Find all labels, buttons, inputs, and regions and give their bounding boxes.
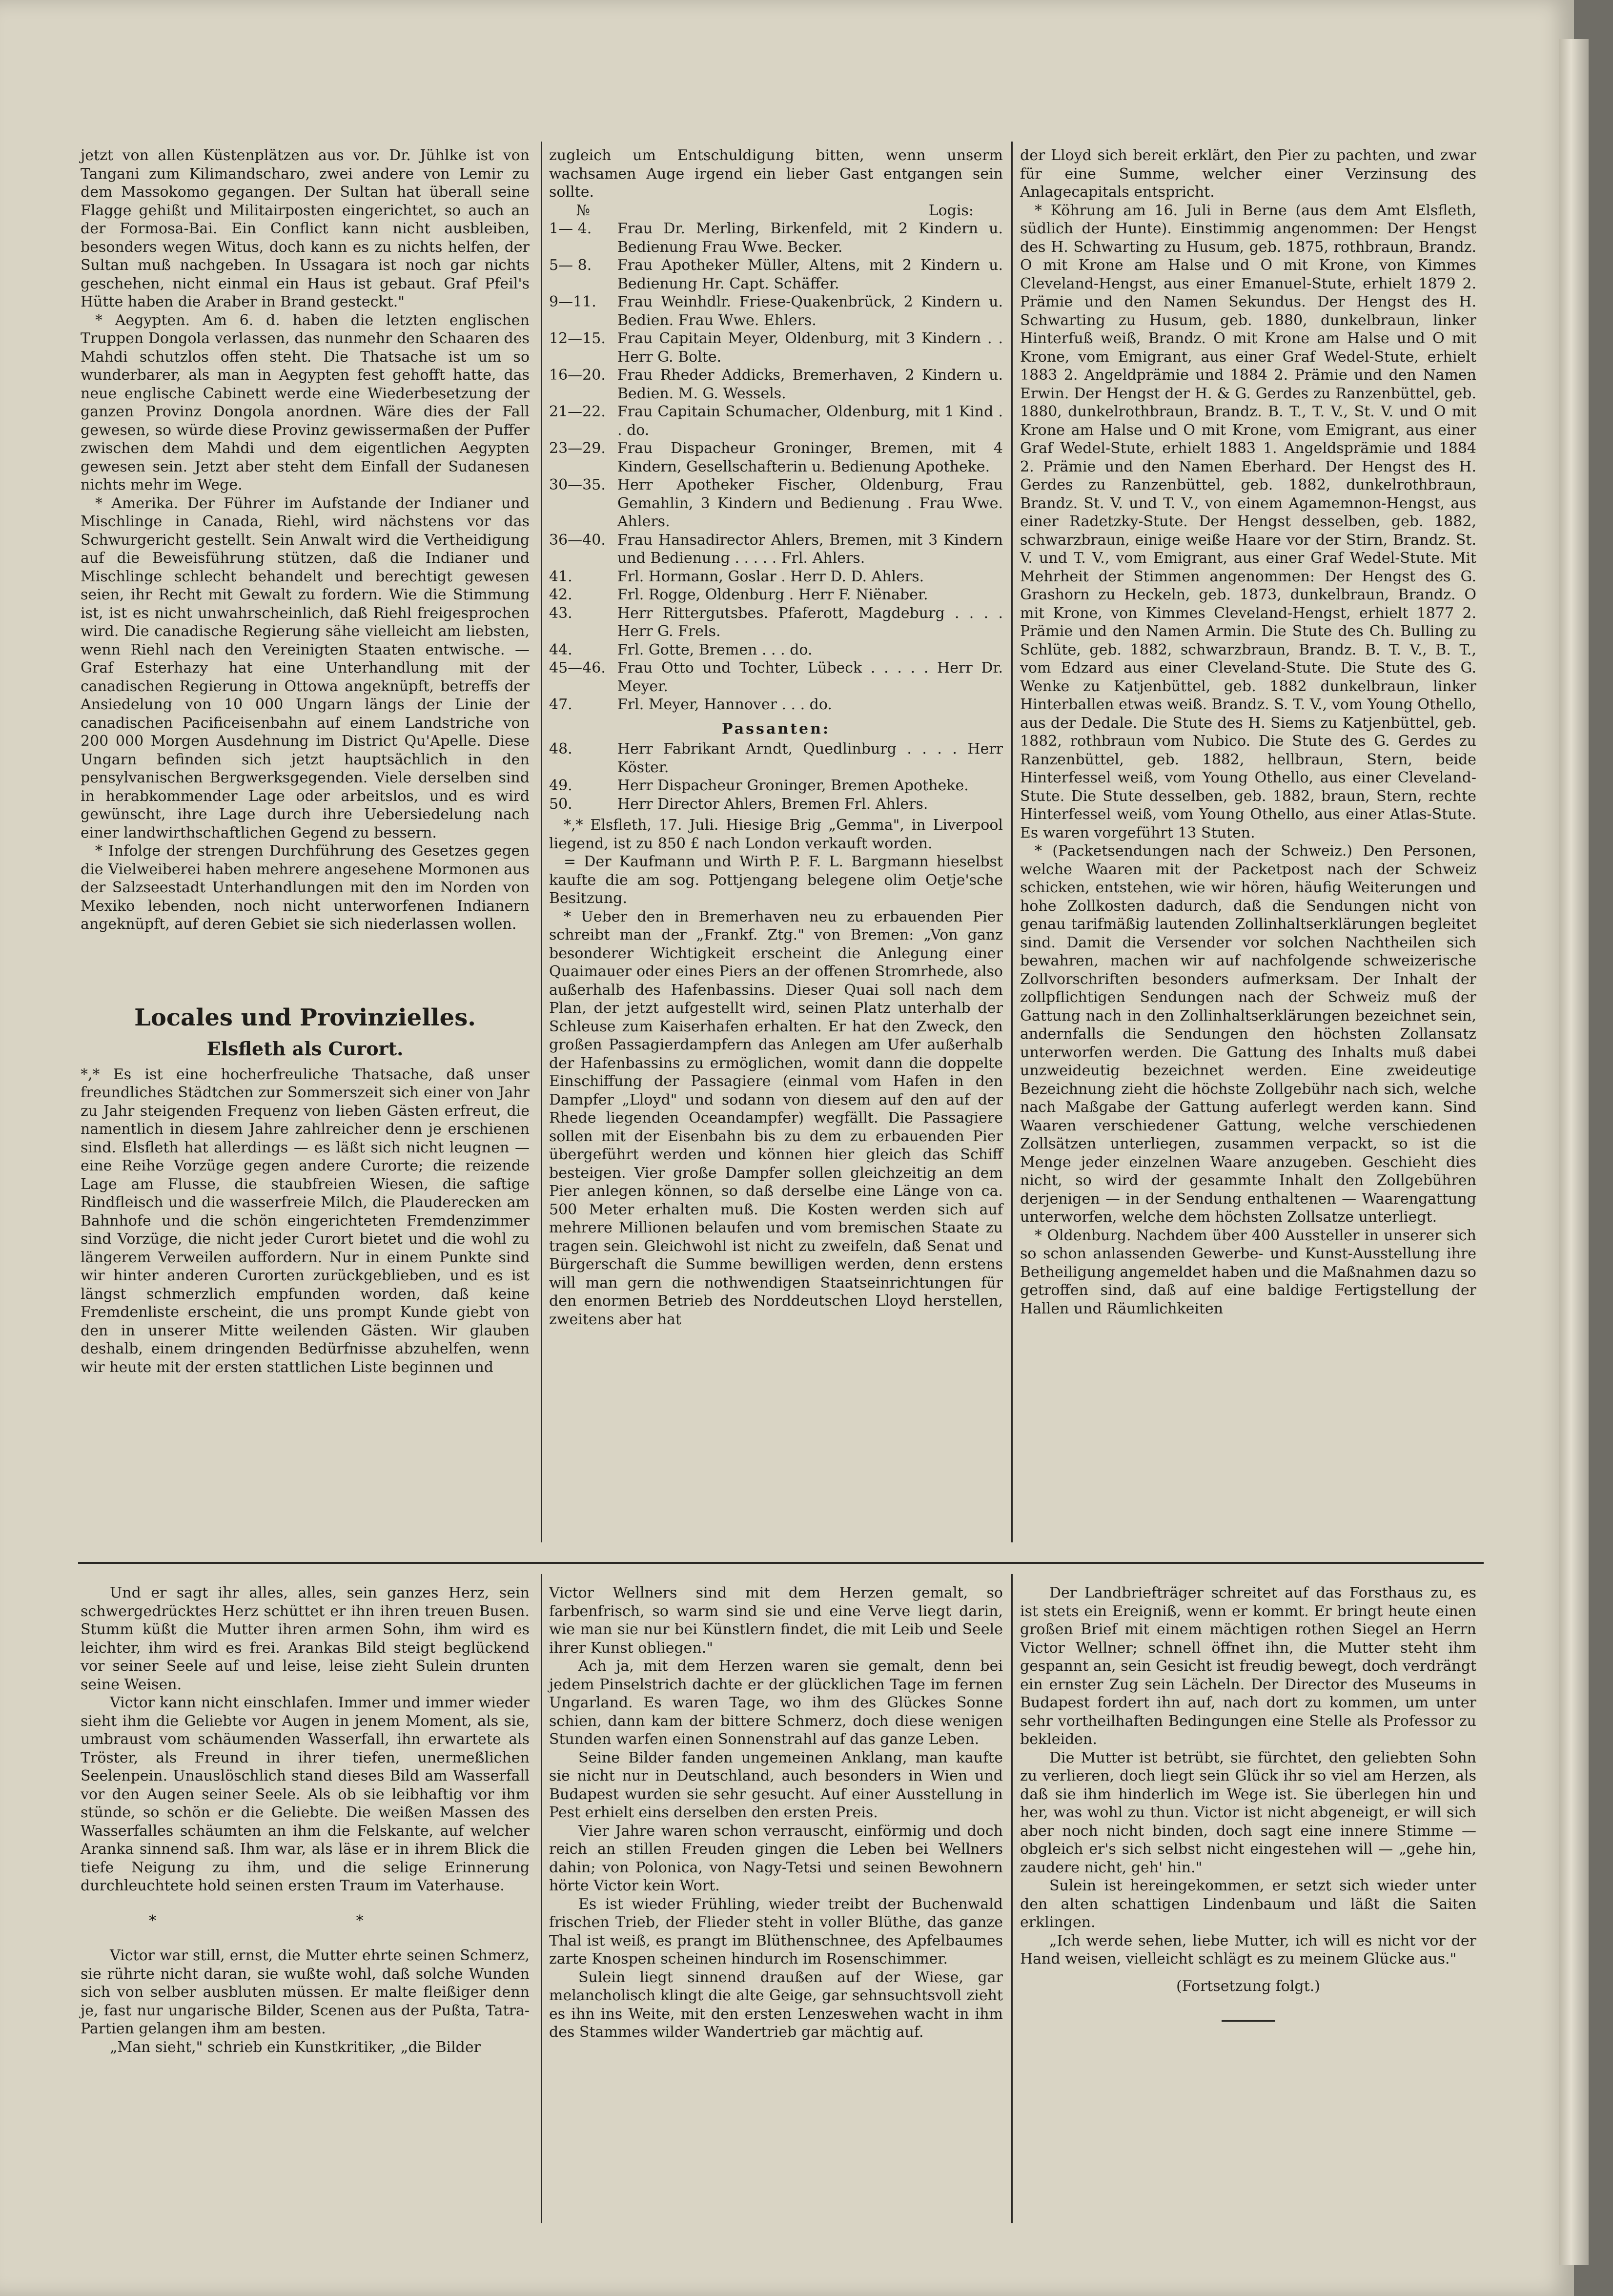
section-stars: * * (149, 1912, 461, 1929)
passant-row (549, 777, 1003, 795)
guest-entry: Frl. Rogge, Oldenburg . Herr F. Niënaber. (617, 586, 928, 603)
guest-list (549, 202, 1003, 814)
guest-row (549, 568, 1003, 586)
article-brig-gemma: *,* Elsfleth, 17. Juli. Hiesige Brig „Gemma", in Liverpool liegend, ist zu 850 £ nach London verkauft worden. (549, 817, 1003, 852)
guest-list-header (549, 202, 1003, 220)
end-rule (1222, 2020, 1275, 2022)
guest-number: 9—11. (549, 293, 596, 310)
guest-row (549, 586, 1003, 604)
feuilleton-paragraph: Victor Wellners sind mit dem Herzen gemalt, so farbenfrisch, so warm sind sie und eine Verve liegt darin, wie man sie nur bei Künstlern findet, die mit Leib und Seele ihrer Kunst obliegen." (549, 1584, 1003, 1657)
guest-entry: Frau Otto und Tochter, Lübeck . . . . . Herr Dr. Meyer. (617, 659, 1003, 695)
guest-number: 42. (549, 586, 572, 603)
continued-note: (Fortsetzung folgt.) (1176, 1977, 1320, 1995)
guest-list-intro: zugleich um Entschuldigung bitten, wenn unserm wachsamen Auge irgend ein lieber Gast entgangen sein sollte. (549, 147, 1003, 201)
feuilleton-paragraph: Victor kann nicht einschlafen. Immer und immer wieder sieht ihm die Geliebte vor Augen in jenem Moment, als sie, umbraust vom schäumenden Wasserfall, ihn erwartete als Tröster, als Freund in ihrer tiefen, unermeßlichen Seelenpein. Unauslöschlich stand dieses Bild am Wasserfall vor den Augen seiner Seele. Als ob sie leibhaftig vor ihm stünde, so schön er die Geliebte. Die weißen Massen des Wasserfalles schäumten an ihm die Felskante, auf welcher Aranka sinnend saß. Ihm war, als läse er in ihrem Blick die tiefe Neigung zu ihm, und die selige Erinnerung durchleuchtete hold seinen ersten Traum im Vaterhause. (81, 1694, 530, 1894)
guest-row (549, 531, 1003, 568)
guest-number: 44. (549, 641, 572, 658)
guest-number: 50. (549, 795, 572, 813)
guest-row (549, 403, 1003, 439)
section-heading: Locales und Provinzielles. (134, 1004, 476, 1031)
feuilleton-column-1 (81, 1584, 530, 2056)
feuilleton-rule-1 (541, 1574, 542, 2223)
feuilleton-paragraph: Seine Bilder fanden ungemeinen Anklang, man kaufte sie nicht nur in Deutschland, auch besonders in Wien und Budapest wurden sie sehr gesucht. Auf einer Ausstellung in Pest erhielt eins derselben den ersten Preis. (549, 1749, 1003, 1821)
guest-entry: Frau Apotheker Müller, Altens, mit 2 Kindern u. Bedienung Hr. Capt. Schäffer. (617, 257, 1003, 292)
column-3 (1020, 146, 1476, 1318)
column-1 (81, 146, 530, 1376)
guest-number-header: № (576, 202, 591, 219)
guest-number: 48. (549, 740, 572, 758)
guest-entry: Herr Director Ahlers, Bremen Frl. Ahlers. (617, 795, 928, 813)
guest-number: 47. (549, 696, 572, 713)
guest-number: 49. (549, 777, 572, 794)
guest-entry: Frau Capitain Schumacher, Oldenburg, mit 1 Kind . . do. (617, 403, 1003, 439)
article-lloyd-pier: der Lloyd sich bereit erklärt, den Pier zu pachten, und zwar für eine Summe, welcher einer Verzinsung des Anlagecapitals entspricht. (1020, 147, 1476, 201)
guest-entry: Frl. Hormann, Goslar . Herr D. D. Ahlers. (617, 568, 924, 585)
feuilleton-rule (78, 1562, 1484, 1564)
guest-row (549, 476, 1003, 531)
guest-entry: Herr Apotheker Fischer, Oldenburg, Frau Gemahlin, 3 Kindern und Bedienung . Frau Wwe. Ahlers. (617, 476, 1003, 530)
article-mormonen: * Infolge der strengen Durchführung des Gesetzes gegen die Vielweiberei haben mehrere angesehene Mormonen aus der Salzseestadt Unterhandlungen mit den im Norden von Mexiko lebenden, noch nicht unterworfenen Indianern angeknüpft, auf deren Gebiet sie sich niederlassen wollen. (81, 842, 530, 933)
guest-number: 43. (549, 604, 572, 622)
guest-row (549, 641, 1003, 659)
guest-number: 45—46. (549, 659, 606, 676)
guest-row (549, 659, 1003, 696)
article-oldenburg: * Oldenburg. Nachdem über 400 Aussteller in unserer sich so schon anlassenden Gewerbe- und Kunst-Ausstellung ihre Betheiligung angemeldet haben und die Maßnahmen dazu so getroffen sind, daß auf eine baldige Fertigstellung der Hallen und Räumlichkeiten (1020, 1227, 1476, 1317)
guest-number: 12—15. (549, 330, 606, 347)
article-aegypten: * Aegypten. Am 6. d. haben die letzten englischen Truppen Dongola verlassen, das nunmehr den Schaaren des Mahdi schutzlos offen steht. Die Thatsache ist um so wunderbarer, als man in Aegypten fest gehofft hatte, das neue englische Cabinett werde eine Wiederbesetzung der ganzen Provinz Dongola anordnen. Wäre dies der Fall gewesen, so würde diese Provinz gewissermaßen der Puffer zwischen dem Mahdi und dem eigentlichen Aegypten gewesen sein. Jetzt aber steht dem Einfall der Sudanesen nichts mehr im Wege. (81, 311, 530, 493)
guest-row (549, 293, 1003, 329)
article-koehrung: * Köhrung am 16. Juli in Berne (aus dem Amt Elsfleth, südlich der Hunte). Einstimmig angenommen: Der Hengst des H. Schwarting zu Husum, geb. 1875, rothbraun, Brandz. O mit Krone am Halse und O mit Krone, von Kimmes Cleveland-Hengst, aus einer Emanuel-Stute, erhielt 1879 2. Prämie und den Namen Sekundus. Der Hengst des H. Schwarting zu Husum, geb. 1880, dunkelbraun, linker Hinterfuß weiß, Brandz. O mit Krone am Halse und O mit Krone, vom Emigrant, aus einer Graf Wedel-Stute, erhielt 1883 2. Angeldprämie und 1884 2. Prämie und den Namen Erwin. Der Hengst der H. & G. Gerdes zu Ranzenbüttel, geb. 1880, dunkelrothbraun, Brandz. B. T., T. V., St. V. und O mit Krone am Halse und O mit Krone, vom Emigrant, aus einer Graf Wedel-Stute, erhielt 1883 1. Angeldsprämie und 1884 2. Prämie und den Namen Eberhard. Der Hengst des H. Gerdes zu Ranzenbüttel, geb. 1882, dunkelrothbraun, Brandz. St. V. und T. V., von einem Agamemnon-Hengst, aus einer Radetzky-Stute. Der Hengst desselben, geb. 1882, schwarzbraun, einige weiße Haare vor der Stirn, Brandz. St. V. und T. V., vom Emigrant, aus einer Graf Wedel-Stute. Mit Mehrheit der Stimmen angenommen: Der Hengst des G. Grashorn zu Heckeln, geb. 1873, dunkelbraun, Brandz. O mit Krone, von Kimmes Cleveland-Hengst, erhielt 1877 2. Prämie und den Namen Armin. Die Stute des Ch. Bulling zu Schlüte, geb. 1882, schwarzbraun, Brandz. B. T. V., B. T., vom Edzard aus einer Cleveland-Stute. Die Stute des G. Wenke zu Katjenbüttel, geb. 1882 dunkelbraun, linker Hinterballen etwas weiß. Brandz. S. T. V., vom Young Othello, aus der Dedale. Die Stute des H. Siems zu Katjenbüttel, geb. 1882, rothbraun vom Nubico. Die Stute des G. Gerdes zu Ranzenbüttel, geb. 1882, hellbraun, Stern, beide Hinterfessel weiß, vom Young Othello, aus einer Cleveland-Stute. Die Stute desselben, geb. 1882, braun, Stern, rechte Hinterfessel weiß, vom Young Othello, aus einer Atlas-Stute. Es waren vorgeführt 13 Stuten. (1020, 202, 1476, 841)
guest-row (549, 696, 1003, 714)
column-2 (549, 146, 1003, 1329)
article-pier-bremerhaven: * Ueber den in Bremerhaven neu zu erbauenden Pier schreibt man der „Frankf. Ztg." von Bremen: „Von ganz besonderer Wichtigkeit erscheint die Anlegung einer Quaimauer oder eines Piers an der offenen Stromrhede, also außerhalb des Hafenbassins. Dieser Quai soll nach dem Plan, der jetzt aufgestellt wird, seinen Platz unterhalb der Schleuse zum Kaiserhafen erhalten. Er hat den Zweck, den großen Passagierdampfern das Anlegen am Ufer außerhalb der Hafenbassins zu ermöglichen, womit dann die doppelte Einschiffung der Passagiere (einmal vom Hafen in den Dampfer „Lloyd" und sodann von diesem auf den auf der Rhede liegenden Oceandampfer) wegfällt. Die Passagiere sollen mit der Eisenbahn bis zu dem zu erbauenden Pier übergeführt werden und können hier gleich das Schiff besteigen. Vier große Dampfer sollen gleichzeitig an dem Pier anlegen können, so daß derselbe eine Länge von ca. 500 Meter erhalten muß. Die Kosten werden sich auf mehrere Millionen belaufen und vom bremischen Staate zu tragen sein. Gleichwohl ist nicht zu zweifeln, daß Senat und Bürgerschaft die Summe bewilligen werden, denn erstens will man gern die nothwendigen Staatseinrichtungen für den enormen Betrieb des Norddeutschen Lloyd herstellen, zweitens aber hat (549, 908, 1003, 1328)
guest-number: 36—40. (549, 531, 606, 549)
guest-row (549, 366, 1003, 403)
article-packetsendungen: * (Packetsendungen nach der Schweiz.) Den Personen, welche Waaren mit der Packetpost nach der Schweiz schicken, entstehen, wie wir hören, häufig Weiterungen und hohe Zollkosten dadurch, daß die Sendungen nicht von genau tarifmäßig lautenden Zollinhaltserklärungen begleitet sind. Damit die Versender vor solchen Nachtheilen sich bewahren, machen wir auf nachfolgende schweizerische Zollvorschriften besonders aufmerksam. Der Inhalt der zollpflichtigen Sendungen nach der Schweiz muß der Gattung nach in den Zollinhaltserklärungen bezeichnet sein, andernfalls die Sendungen den höchsten Zollansatz unterworfen werden. Die Gattung des Inhalts muß dabei unzweideutig bezeichnet werden. Eine zweideutige Bezeichnung zieht die höchste Zollgebühr nach sich, welche nach Maßgabe der Gattung auferlegt werden kann. Sind Waaren verschiedener Gattung, welche verschiedenen Zollsätzen unterliegen, zusammen verpackt, so ist die Menge jeder einzelnen Waare anzugeben. Geschieht dies nicht, so wird der gesammte Inhalt den Zollgebühren derjenigen — in der Sendung enthaltenen — Waarengattung unterworfen, welche dem höchsten Zollsatze unterliegt. (1020, 842, 1476, 1226)
feuilleton-paragraph: Die Mutter ist betrübt, sie fürchtet, den geliebten Sohn zu verlieren, doch liegt sein Glück ihr so viel am Herzen, als daß sie ihm hinderlich im Wege ist. Sie überlegen hin und her, was wohl zu thun. Victor ist nicht abgeneigt, er will sich aber noch nicht binden, doch sagt eine innere Stimme — obgleich er's sich selbst nicht eingestehen will — „gehe hin, zaudere nicht, geh' hin." (1020, 1749, 1476, 1876)
guest-row (549, 604, 1003, 641)
guest-entry: Herr Fabrikant Arndt, Quedlinburg . . . . Herr Köster. (617, 740, 1003, 776)
guest-row (549, 220, 1003, 256)
guest-entry: Frl. Gotte, Bremen . . . do. (617, 641, 813, 658)
feuilleton-rule-2 (1011, 1574, 1013, 2223)
column-rule-1 (541, 142, 542, 1542)
guest-entry: Herr Rittergutsbes. Pfaferott, Magdeburg . . . . Herr G. Frels. (617, 604, 1003, 640)
article-bargmann: = Der Kaufmann und Wirth P. F. L. Bargmann hieselbst kaufte die am sog. Pottjengang belegene olim Oetje'sche Besitzung. (549, 853, 1003, 907)
guest-number: 16—20. (549, 367, 606, 384)
guest-number: 1— 4. (549, 220, 592, 237)
feuilleton-column-2 (549, 1584, 1003, 2042)
page-edge (1559, 39, 1589, 2265)
column-rule-2 (1011, 142, 1013, 1542)
guest-entry: Frl. Meyer, Hannover . . . do. (617, 696, 832, 713)
feuilleton-paragraph: Und er sagt ihr alles, alles, sein ganzes Herz, sein schwergedrücktes Herz schüttet er ihn ihren treuen Busen. Stumm küßt die Mutter ihren armen Sohn, ihm wird es leichter, ihm wird es frei. Arankas Bild steigt beglückend vor seiner Seele auf und leise, leise zieht Sulein drunten seine Weisen. (81, 1584, 530, 1693)
guest-number: 41. (549, 568, 572, 585)
feuilleton-column-3 (1020, 1584, 1476, 2022)
subheading-curort: Elsfleth als Curort. (206, 1037, 404, 1060)
guest-number: 30—35. (549, 476, 606, 493)
guest-entry: Frau Hansadirector Ahlers, Bremen, mit 3 Kindern und Bedienung . . . . . Frl. Ahlers. (617, 531, 1003, 567)
article-amerika: * Amerika. Der Führer im Aufstande der Indianer und Mischlinge in Canada, Riehl, wird nächstens vor das Schwurgericht gestellt. Sein Anwalt wird die Vertheidigung auf die Beweisführung stützen, daß die Indianer und Mischlinge schlecht behandelt und berechtigt gewesen seien, ihr Recht mit Gewalt zu fordern. Wie die Stimmung ist, ist es nicht unwahrscheinlich, daß Riehl freigesprochen wird. Die canadische Regierung sähe vielleicht am liebsten, wenn Riehl nach den Vereinigten Staaten entwische. — Graf Esterhazy hat eine Unterhandlung mit der canadischen Regierung in Ottowa angeknüpft, betreffs der Ansiedelung von 10 000 Ungarn längs der Linie der canadischen Pacificeisenbahn auf einem Landstriche von 200 000 Morgen Ausdehnung im District Qu'Apelle. Diese Ungarn befinden sich jetzt hauptsächlich in den pensylvanischen Bergwerksgegenden. Viele derselben sind in herabkommender Lage oder arbeitslos, und es wird gewünscht, ihre Lage durch ihre Uebersiedelung nach einer landwirthschaftlichen Gegend zu bessern. (81, 494, 530, 841)
guest-entry: Frau Dr. Merling, Birkenfeld, mit 2 Kindern u. Bedienung Frau Wwe. Becker. (617, 220, 1003, 256)
guest-number: 5— 8. (549, 257, 592, 274)
guest-entry: Frau Weinhdlr. Friese-Quakenbrück, 2 Kindern u. Bedien. Frau Wwe. Ehlers. (617, 293, 1003, 329)
guest-entry: Frau Capitain Meyer, Oldenburg, mit 3 Kindern . . Herr G. Bolte. (617, 330, 1003, 366)
passant-row (549, 740, 1003, 777)
guest-logis-header: Logis: (928, 202, 974, 219)
guest-number: 23—29. (549, 440, 606, 457)
feuilleton-paragraph: Es ist wieder Frühling, wieder treibt der Buchenwald frischen Trieb, der Flieder steht in voller Blüthe, das ganze Thal ist weiß, es prangt im Blüthenschnee, des Apfelbaumes zarte Knospen scheinen hindurch im Rosenschimmer. (549, 1895, 1003, 1968)
guest-entry: Frau Rheder Addicks, Bremerhaven, 2 Kindern u. Bedien. M. G. Wessels. (617, 367, 1003, 402)
guest-row (549, 256, 1003, 293)
feuilleton-paragraph: „Man sieht," schrieb ein Kunstkritiker, „die Bilder (110, 2038, 481, 2056)
feuilleton-paragraph: „Ich werde sehen, liebe Mutter, ich will es nicht vor der Hand weisen, vielleicht schlägt es zu meinem Glücke aus." (1020, 1932, 1476, 1968)
feuilleton-paragraph: Sulein liegt sinnend draußen auf der Wiese, gar melancholisch klingt die alte Geige, gar sehnsuchtsvoll zieht es ihn ins Weite, mit den ersten Lenzeswehen wacht in ihm des Stammes wilder Wandertrieb gar mächtig auf. (549, 1968, 1003, 2041)
feuilleton-paragraph: Vier Jahre waren schon verrauscht, einförmig und doch reich an stillen Freuden gingen die Leben bei Wellners dahin; von Polonica, von Nagy-Tetsi und seinen Bewohnern hörte Victor kein Wort. (549, 1822, 1003, 1894)
guest-row (549, 329, 1003, 366)
guest-entry: Herr Dispacheur Groninger, Bremen Apotheke. (617, 777, 969, 794)
feuilleton-paragraph: Victor war still, ernst, die Mutter ehrte seinen Schmerz, sie rührte nicht daran, sie wußte wohl, daß solche Wunden sich von selber ausbluten müssen. Er malte fleißiger denn je, fast nur ungarische Bilder, Scenen aus der Pußta, Tatra-Partien gelangen ihm am besten. (81, 1947, 530, 2037)
passant-row (549, 795, 1003, 814)
feuilleton-paragraph: Sulein ist hereingekommen, er setzt sich wieder unter den alten schattigen Lindenbaum und läßt die Saiten erklingen. (1020, 1877, 1476, 1931)
article-east-africa: jetzt von allen Küstenplätzen aus vor. Dr. Jühlke ist von Tangani zum Kilimandscharo, zwei andere von Lemir zu dem Massokomo gegangen. Der Sultan hat überall seine Flagge gehißt und Militairposten eingerichtet, so auch an der Formosa-Bai. Ein Conflict kann nicht ausbleiben, besonders wegen Witus, doch kann es zu nichts helfen, der Sultan muß nachgeben. In Ussagara ist noch gar nichts geschehen, nicht einmal ein Haus ist gebaut. Graf Pfeil's Hütte haben die Araber in Brand gesteckt." (81, 147, 530, 310)
feuilleton-paragraph: Der Landbriefträger schreitet auf das Forsthaus zu, es ist stets ein Ereigniß, wenn er kommt. Er bringt heute einen großen Brief mit einem mächtigen rothen Siegel an Herrn Victor Wellner; schnell öffnet ihn, die Mutter steht ihm gespannt an, sein Gesicht ist freudig bewegt, doch verdrängt ein ernster Zug sein Lächeln. Der Director des Museums in Budapest fordert ihn auf, nach dort zu kommen, um unter sehr vortheilhaften Bedingungen eine Stelle als Professor zu bekleiden. (1020, 1584, 1476, 1748)
guest-row (549, 439, 1003, 476)
guest-number: 21—22. (549, 403, 606, 420)
guest-entry: Frau Dispacheur Groninger, Bremen, mit 4 Kindern, Gesellschafterin u. Bedienung Apotheke. (617, 440, 1003, 475)
feuilleton-paragraph: Ach ja, mit dem Herzen waren sie gemalt, denn bei jedem Pinselstrich dachte er der glücklichen Tage im fernen Ungarland. Es waren Tage, wo ihm des Glückes Sonne schien, dann kam der bittere Schmerz, doch diese wenigen Stunden warfen einen Sonnenstrahl auf das ganze Leben. (549, 1658, 1003, 1748)
passanten-heading: Passanten: (721, 720, 831, 738)
article-curort: *,* Es ist eine hocherfreuliche Thatsache, daß unser freundliches Städtchen zur Sommerszeit sich einer von Jahr zu Jahr steigenden Frequenz von lieben Gästen erfreut, die namentlich in diesem Jahre zahlreicher denn je erschienen sind. Elsfleth hat allerdings — es läßt sich nicht leugnen — eine Reihe Vorzüge gegen andere Curorte; die reizende Lage am Flusse, die staubfreien Wiesen, die saftige Rindfleisch und die wasserfreie Milch, die Plauderecken am Bahnhofe und die schön eingerichteten Fremdenzimmer sind Vorzüge, die nicht jeder Curort bietet und die wohl zu längerem Verweilen auffordern. Nur in einem Punkte sind wir hinter anderen Curorten zurückgeblieben, und es ist längst schmerzlich empfunden worden, daß keine Fremdenliste erscheint, die uns prompt Kunde giebt von den in unserer Mitte weilenden Gästen. Wir glauben deshalb, einem dringenden Bedürfnisse abzuhelfen, wenn wir heute mit der ersten stattlichen Liste beginnen und (81, 1066, 530, 1376)
